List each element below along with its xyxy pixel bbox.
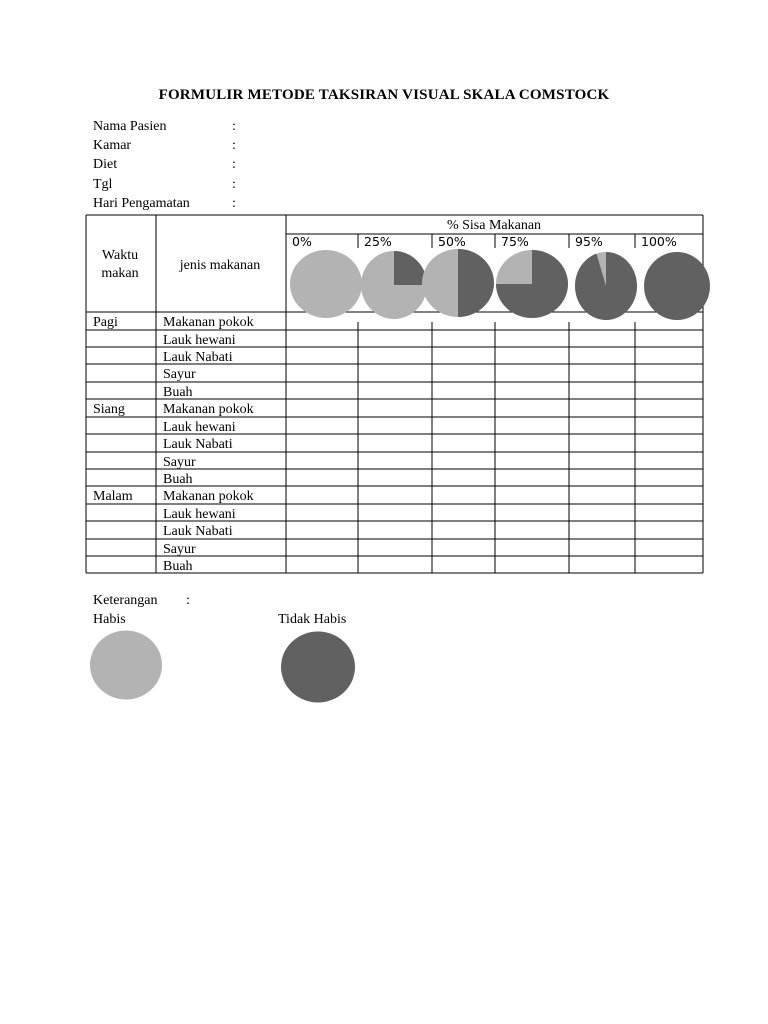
info-label-diet: Diet xyxy=(93,157,118,172)
row-jenis-label: Sayur xyxy=(163,542,196,557)
header-waktu-line1: Waktu xyxy=(101,248,139,263)
form-title: FORMULIR METODE TAKSIRAN VISUAL SKALA COMSTOCK xyxy=(158,87,610,103)
row-jenis-label: Makanan pokok xyxy=(163,489,254,504)
info-colon: : xyxy=(232,157,236,172)
row-jenis-label: Lauk Nabati xyxy=(163,437,233,452)
percent-label: 0% xyxy=(292,234,312,249)
legend-tidak-habis-circle xyxy=(281,632,355,703)
percent-label: 95% xyxy=(575,234,603,249)
pie-chart-3 xyxy=(496,250,568,318)
info-colon: : xyxy=(232,138,236,153)
row-waktu-label: Pagi xyxy=(93,315,118,330)
row-jenis-label: Sayur xyxy=(163,455,196,470)
legend-keterangan-colon: : xyxy=(186,593,190,608)
row-jenis-label: Buah xyxy=(163,385,193,400)
percent-label: 75% xyxy=(501,234,529,249)
row-jenis-label: Lauk hewani xyxy=(163,507,236,522)
pie-chart-2 xyxy=(422,249,494,317)
info-colon: : xyxy=(232,196,236,211)
legend-tidak-habis-swatch xyxy=(280,630,358,704)
legend-habis-swatch xyxy=(88,630,164,702)
pie-chart-5 xyxy=(644,252,710,320)
row-jenis-label: Lauk hewani xyxy=(163,420,236,435)
info-label-kamar: Kamar xyxy=(93,138,132,153)
row-jenis-label: Buah xyxy=(163,472,193,487)
percent-label: 50% xyxy=(438,234,466,249)
legend-keterangan-label: Keterangan xyxy=(93,593,158,608)
info-label-hari-pengamatan: Hari Pengamatan xyxy=(93,196,190,211)
pie-chart-1 xyxy=(361,251,427,319)
row-jenis-label: Lauk hewani xyxy=(163,333,236,348)
info-label-tgl: Tgl xyxy=(93,177,113,192)
legend-tidak-habis-label: Tidak Habis xyxy=(278,612,347,627)
legend-habis-label: Habis xyxy=(93,612,126,627)
row-jenis-label: Lauk Nabati xyxy=(163,350,233,365)
pie-chart-0 xyxy=(290,250,362,318)
info-colon: : xyxy=(232,177,236,192)
info-label-nama-pasien: Nama Pasien xyxy=(93,119,167,134)
pie-remaining-part xyxy=(458,249,494,317)
row-jenis-label: Sayur xyxy=(163,367,196,382)
pie-eaten-part xyxy=(290,250,362,318)
row-jenis-label: Makanan pokok xyxy=(163,315,254,330)
header-sisa-makanan: % Sisa Makanan xyxy=(446,218,542,233)
legend-habis-circle xyxy=(90,631,162,700)
pie-remaining-part xyxy=(644,252,710,320)
row-waktu-label: Siang xyxy=(93,402,125,417)
row-jenis-label: Buah xyxy=(163,559,193,574)
pie-remaining-part xyxy=(394,251,427,285)
row-jenis-label: Lauk Nabati xyxy=(163,524,233,539)
pie-chart-4 xyxy=(575,252,637,320)
info-colon: : xyxy=(232,119,236,134)
percent-label: 100% xyxy=(641,234,677,249)
table-body-rows xyxy=(93,315,254,574)
row-jenis-label: Makanan pokok xyxy=(163,402,254,417)
pie-illustrations xyxy=(290,249,710,320)
header-jenis-makanan: jenis makanan xyxy=(179,258,261,273)
row-waktu-label: Malam xyxy=(93,489,133,504)
header-waktu-line2: makan xyxy=(101,266,139,281)
percent-label: 25% xyxy=(364,234,392,249)
percent-labels xyxy=(292,234,677,249)
